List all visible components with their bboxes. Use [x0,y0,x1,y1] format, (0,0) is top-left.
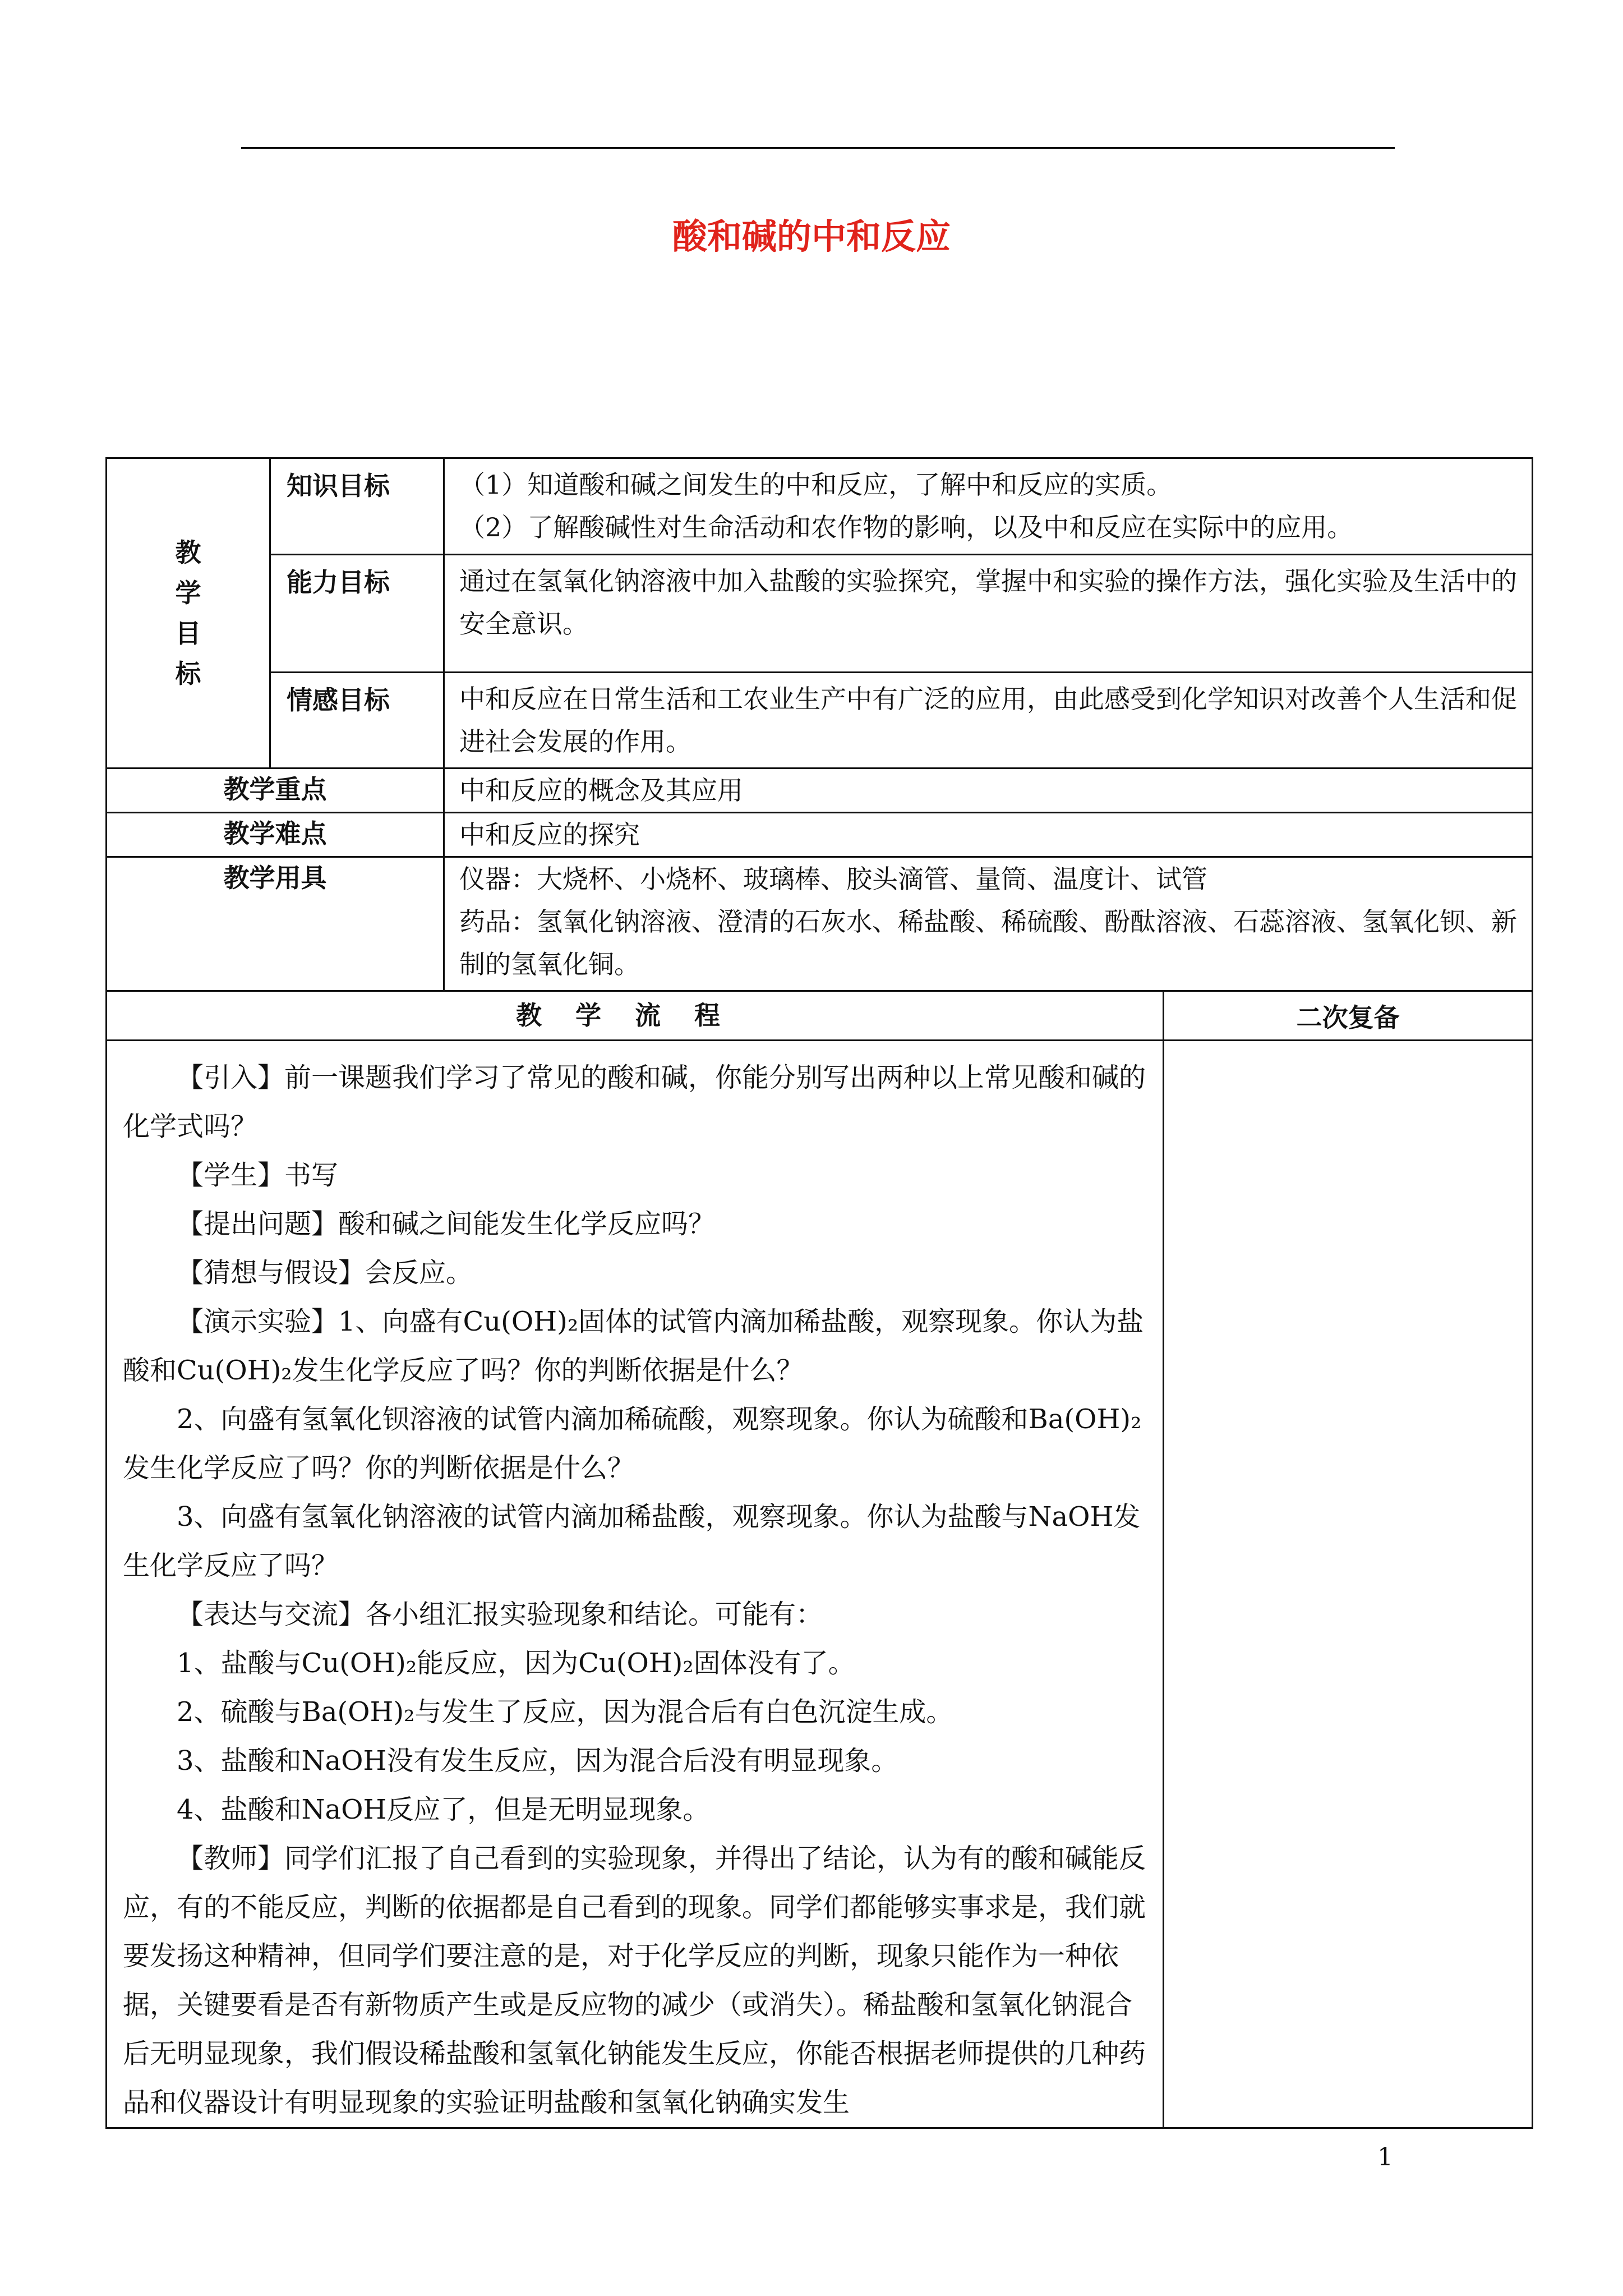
key-point-content: 中和反应的概念及其应用 [444,769,1533,813]
objectives-char-1: 教 [175,537,201,568]
ability-objective-text: 通过在氢氧化钠溶液中加入盐酸的实验探究，掌握中和实验的操作方法，强化实验及生活中的安全意识。 [459,566,1517,639]
emotion-objective-label: 情感目标 [270,673,444,769]
flow-paragraph-result-4: 4、盐酸和NaOH反应了，但是无明显现象。 [177,1794,710,1825]
flow-paragraph-intro: 【引入】前一课题我们学习了常见的酸和碱，你能分别写出两种以上常见酸和碱的化学式吗？ [123,1062,1146,1142]
flow-paragraph-hypothesis: 【猜想与假设】会反应。 [177,1257,473,1289]
key-point-label: 教学重点 [107,769,444,813]
teaching-flow-body [107,1041,1164,2128]
flow-paragraph-result-1: 1、盐酸与Cu(OH)₂能反应，因为Cu(OH)₂固体没有了。 [177,1648,855,1679]
tools-reagents: 药品：氢氧化钠溶液、澄清的石灰水、稀盐酸、稀硫酸、酚酞溶液、石蕊溶液、氢氧化钡、新制的氢氧化铜。 [459,907,1517,979]
teaching-flow-header: 教学流程 [107,991,1164,1041]
objectives-char-3: 目 [175,618,201,648]
flow-paragraph-discussion: 【表达与交流】各小组汇报实验现象和结论。可能有： [177,1599,823,1630]
page-number: 1 [1377,2143,1393,2171]
flow-paragraph-question: 【提出问题】酸和碱之间能发生化学反应吗？ [177,1208,716,1240]
knowledge-objective-line-1: （1）知道酸和碱之间发生的中和反应，了解中和反应的实质。 [459,470,1173,500]
objectives-char-2: 学 [175,578,201,608]
flow-paragraph-student: 【学生】书写 [177,1159,339,1191]
difficulty-label: 教学难点 [107,813,444,857]
second-prep-column [1164,1041,1533,2128]
flow-paragraph-demo-1: 【演示实验】1、向盛有Cu(OH)₂固体的试管内滴加稀盐酸，观察现象。你认为盐酸和Cu(OH)₂发生化学反应了吗？你的判断依据是什么？ [123,1306,1144,1386]
knowledge-objective-content [444,458,1533,555]
objectives-char-4: 标 [175,659,201,689]
emotion-objective-text: 中和反应在日常生活和工农业生产中有广泛的应用，由此感受到化学知识对改善个人生活和促进社会发展的作用。 [459,684,1517,757]
flow-paragraph-result-3: 3、盐酸和NaOH没有发生反应，因为混合后没有明显现象。 [177,1745,898,1777]
knowledge-objective-label: 知识目标 [270,458,444,555]
flow-paragraph-teacher: 【教师】同学们汇报了自己看到的实验现象，并得出了结论，认为有的酸和碱能反应，有的不能反应，判断的依据都是自己看到的现象。同学们都能够实事求是，我们就要发扬这种精神，但同学们要注意的是，对于化学反应的判断，现象只能作为一种依据，关键要看是否有新物质产生或是反应物的减少（或消失）。稀盐酸和氢氧化钠混合后无明显现象，我们假设稀盐酸和氢氧化钠能发生反应，你能否根据老师提供的几种药品和仪器设计有明显现象的实验证明盐酸和氢氧化钠确实发生 [123,1843,1146,2118]
flow-paragraph-demo-2: 2、向盛有氢氧化钡溶液的试管内滴加稀硫酸，观察现象。你认为硫酸和Ba(OH)₂发生化学反应了吗？你的判断依据是什么？ [123,1404,1142,1484]
ability-objective-label: 能力目标 [270,555,444,673]
tools-content [444,857,1533,991]
emotion-objective-content [444,673,1533,769]
header-rule [241,147,1395,149]
objectives-category [107,458,270,769]
lesson-plan-table [105,457,1533,2129]
flow-paragraph-result-2: 2、硫酸与Ba(OH)₂与发生了反应，因为混合后有白色沉淀生成。 [177,1696,953,1728]
document-title: 酸和碱的中和反应 [672,216,951,257]
second-prep-header: 二次复备 [1164,991,1533,1041]
difficulty-content: 中和反应的探究 [444,813,1533,857]
ability-objective-content [444,555,1533,673]
knowledge-objective-line-2: （2）了解酸碱性对生命活动和农作物的影响，以及中和反应在实际中的应用。 [459,512,1353,542]
flow-paragraph-demo-3: 3、向盛有氢氧化钠溶液的试管内滴加稀盐酸，观察现象。你认为盐酸与NaOH发生化学反应了吗？ [123,1501,1141,1581]
tools-label: 教学用具 [107,857,444,991]
tools-instruments: 仪器：大烧杯、小烧杯、玻璃棒、胶头滴管、量筒、温度计、试管 [459,864,1207,894]
